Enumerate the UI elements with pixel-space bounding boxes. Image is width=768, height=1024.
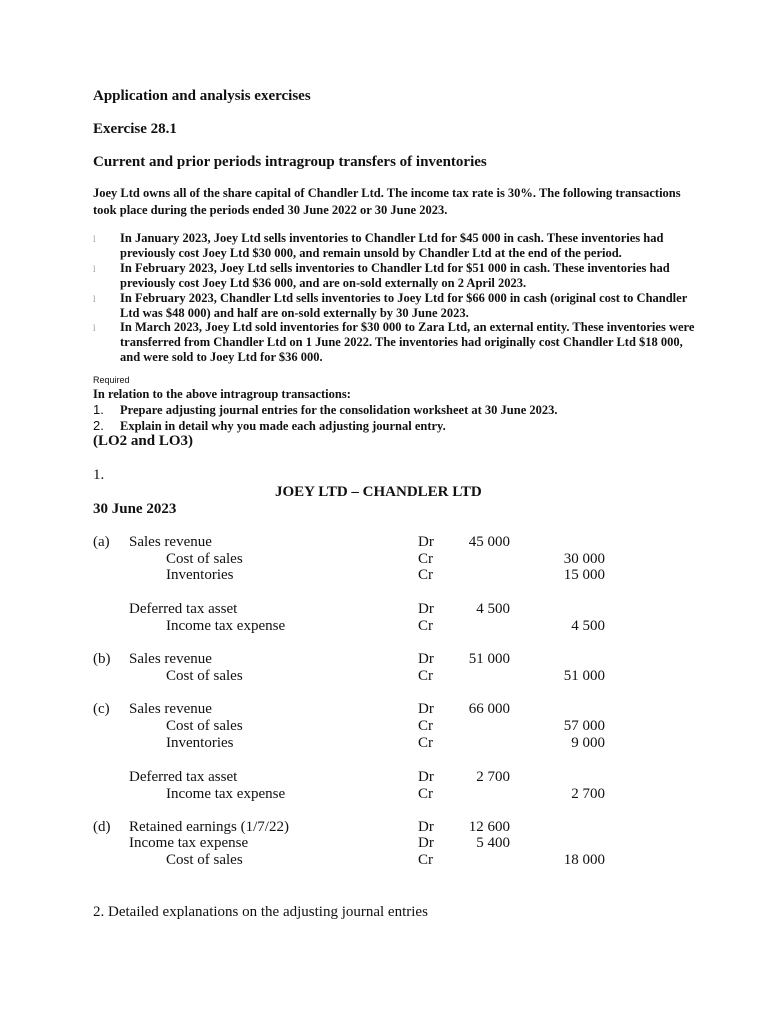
debit-amount: 12 600 xyxy=(468,819,510,835)
credit-amount: 18 000 xyxy=(563,852,605,868)
dr-cr: Dr xyxy=(418,601,434,617)
dr-cr: Dr xyxy=(418,651,434,667)
account-name: Cost of sales xyxy=(166,668,243,684)
dr-cr: Dr xyxy=(418,701,434,717)
account-name: Cost of sales xyxy=(166,718,243,734)
bullet-line: Ltd was $48 000) and half are on-sold externally by 30 June 2023. xyxy=(120,306,469,320)
entry-label: (d) xyxy=(93,819,111,835)
bullet-line: and were sold to Joey Ltd for $36 000. xyxy=(120,350,323,364)
bullet-line: previously cost Joey Ltd $36 000, and are on-sold externally on 2 April 2023. xyxy=(120,276,527,290)
bullet-icon: l xyxy=(93,323,96,333)
account-name: Inventories xyxy=(166,735,234,751)
dr-cr: Cr xyxy=(418,852,433,868)
task-text: Explain in detail why you made each adjusting journal entry. xyxy=(120,419,446,433)
intro-line: took place during the periods ended 30 June 2022 or 30 June 2023. xyxy=(93,203,448,217)
dr-cr: Cr xyxy=(418,718,433,734)
debit-amount: 66 000 xyxy=(468,701,510,717)
account-name: Cost of sales xyxy=(166,852,243,868)
entry-label: (b) xyxy=(93,651,111,667)
bullet-line: transferred from Chandler Ltd on 1 June 2022. The inventories had originally cost Chandler Ltd $18 000, xyxy=(120,335,683,349)
credit-amount: 57 000 xyxy=(563,718,605,734)
account-name: Deferred tax asset xyxy=(129,601,238,617)
bullet-icon: l xyxy=(93,294,96,304)
credit-amount: 4 500 xyxy=(571,618,605,634)
dr-cr: Cr xyxy=(418,786,433,802)
debit-amount: 4 500 xyxy=(476,601,510,617)
bullet-icon: l xyxy=(93,264,96,274)
bullet-line: In February 2023, Joey Ltd sells inventories to Chandler Ltd for $51 000 in cash. These inventories had xyxy=(120,261,670,275)
dr-cr: Dr xyxy=(418,769,434,785)
account-name: Inventories xyxy=(166,567,234,583)
entity-title: JOEY LTD – CHANDLER LTD xyxy=(275,484,482,500)
account-name: Cost of sales xyxy=(166,551,243,567)
required-intro: In relation to the above intragroup transactions: xyxy=(93,387,351,401)
account-name: Deferred tax asset xyxy=(129,769,238,785)
account-name: Income tax expense xyxy=(166,786,286,802)
learning-outcomes: (LO2 and LO3) xyxy=(93,433,194,449)
answer-number: 1. xyxy=(93,467,105,483)
dr-cr: Cr xyxy=(418,551,433,567)
task-number: 1. xyxy=(93,402,104,417)
credit-amount: 2 700 xyxy=(571,786,605,802)
dr-cr: Cr xyxy=(418,618,433,634)
bullet-line: In March 2023, Joey Ltd sold inventories for $30 000 to Zara Ltd, an external entity. These inventories were xyxy=(120,320,695,334)
debit-amount: 5 400 xyxy=(476,835,510,851)
dr-cr: Cr xyxy=(418,567,433,583)
part2-heading: 2. Detailed explanations on the adjusting journal entries xyxy=(93,904,428,920)
account-name: Sales revenue xyxy=(129,651,212,667)
entry-label: (c) xyxy=(93,701,110,717)
account-name: Retained earnings (1/7/22) xyxy=(129,819,289,835)
required-label: Required xyxy=(93,375,130,385)
bullet-line: In February 2023, Chandler Ltd sells inventories to Joey Ltd for $66 000 in cash (original cost to Chandler xyxy=(120,291,688,305)
credit-amount: 51 000 xyxy=(563,668,605,684)
dr-cr: Cr xyxy=(418,735,433,751)
exercise-heading: Exercise 28.1 xyxy=(93,121,177,137)
journal-date: 30 June 2023 xyxy=(93,501,177,517)
exercise-title: Current and prior periods intragroup transfers of inventories xyxy=(93,154,487,170)
section-heading: Application and analysis exercises xyxy=(93,88,311,104)
dr-cr: Cr xyxy=(418,668,433,684)
intro-line: Joey Ltd owns all of the share capital of Chandler Ltd. The income tax rate is 30%. The following transactions xyxy=(93,186,681,200)
task-number: 2. xyxy=(93,418,104,433)
account-name: Sales revenue xyxy=(129,534,212,550)
account-name: Income tax expense xyxy=(166,618,286,634)
dr-cr: Dr xyxy=(418,819,434,835)
credit-amount: 9 000 xyxy=(571,735,605,751)
bullet-icon: l xyxy=(93,234,96,244)
bullet-line: In January 2023, Joey Ltd sells inventories to Chandler Ltd for $45 000 in cash. These inventories had xyxy=(120,231,664,245)
account-name: Income tax expense xyxy=(129,835,249,851)
bullet-line: previously cost Joey Ltd $30 000, and remain unsold by Chandler Ltd at the end of the period. xyxy=(120,246,622,260)
task-text: Prepare adjusting journal entries for the consolidation worksheet at 30 June 2023. xyxy=(120,403,558,417)
debit-amount: 2 700 xyxy=(476,769,510,785)
account-name: Sales revenue xyxy=(129,701,212,717)
debit-amount: 51 000 xyxy=(468,651,510,667)
credit-amount: 30 000 xyxy=(563,551,605,567)
dr-cr: Dr xyxy=(418,835,434,851)
debit-amount: 45 000 xyxy=(468,534,510,550)
entry-label: (a) xyxy=(93,534,110,550)
dr-cr: Dr xyxy=(418,534,434,550)
credit-amount: 15 000 xyxy=(563,567,605,583)
